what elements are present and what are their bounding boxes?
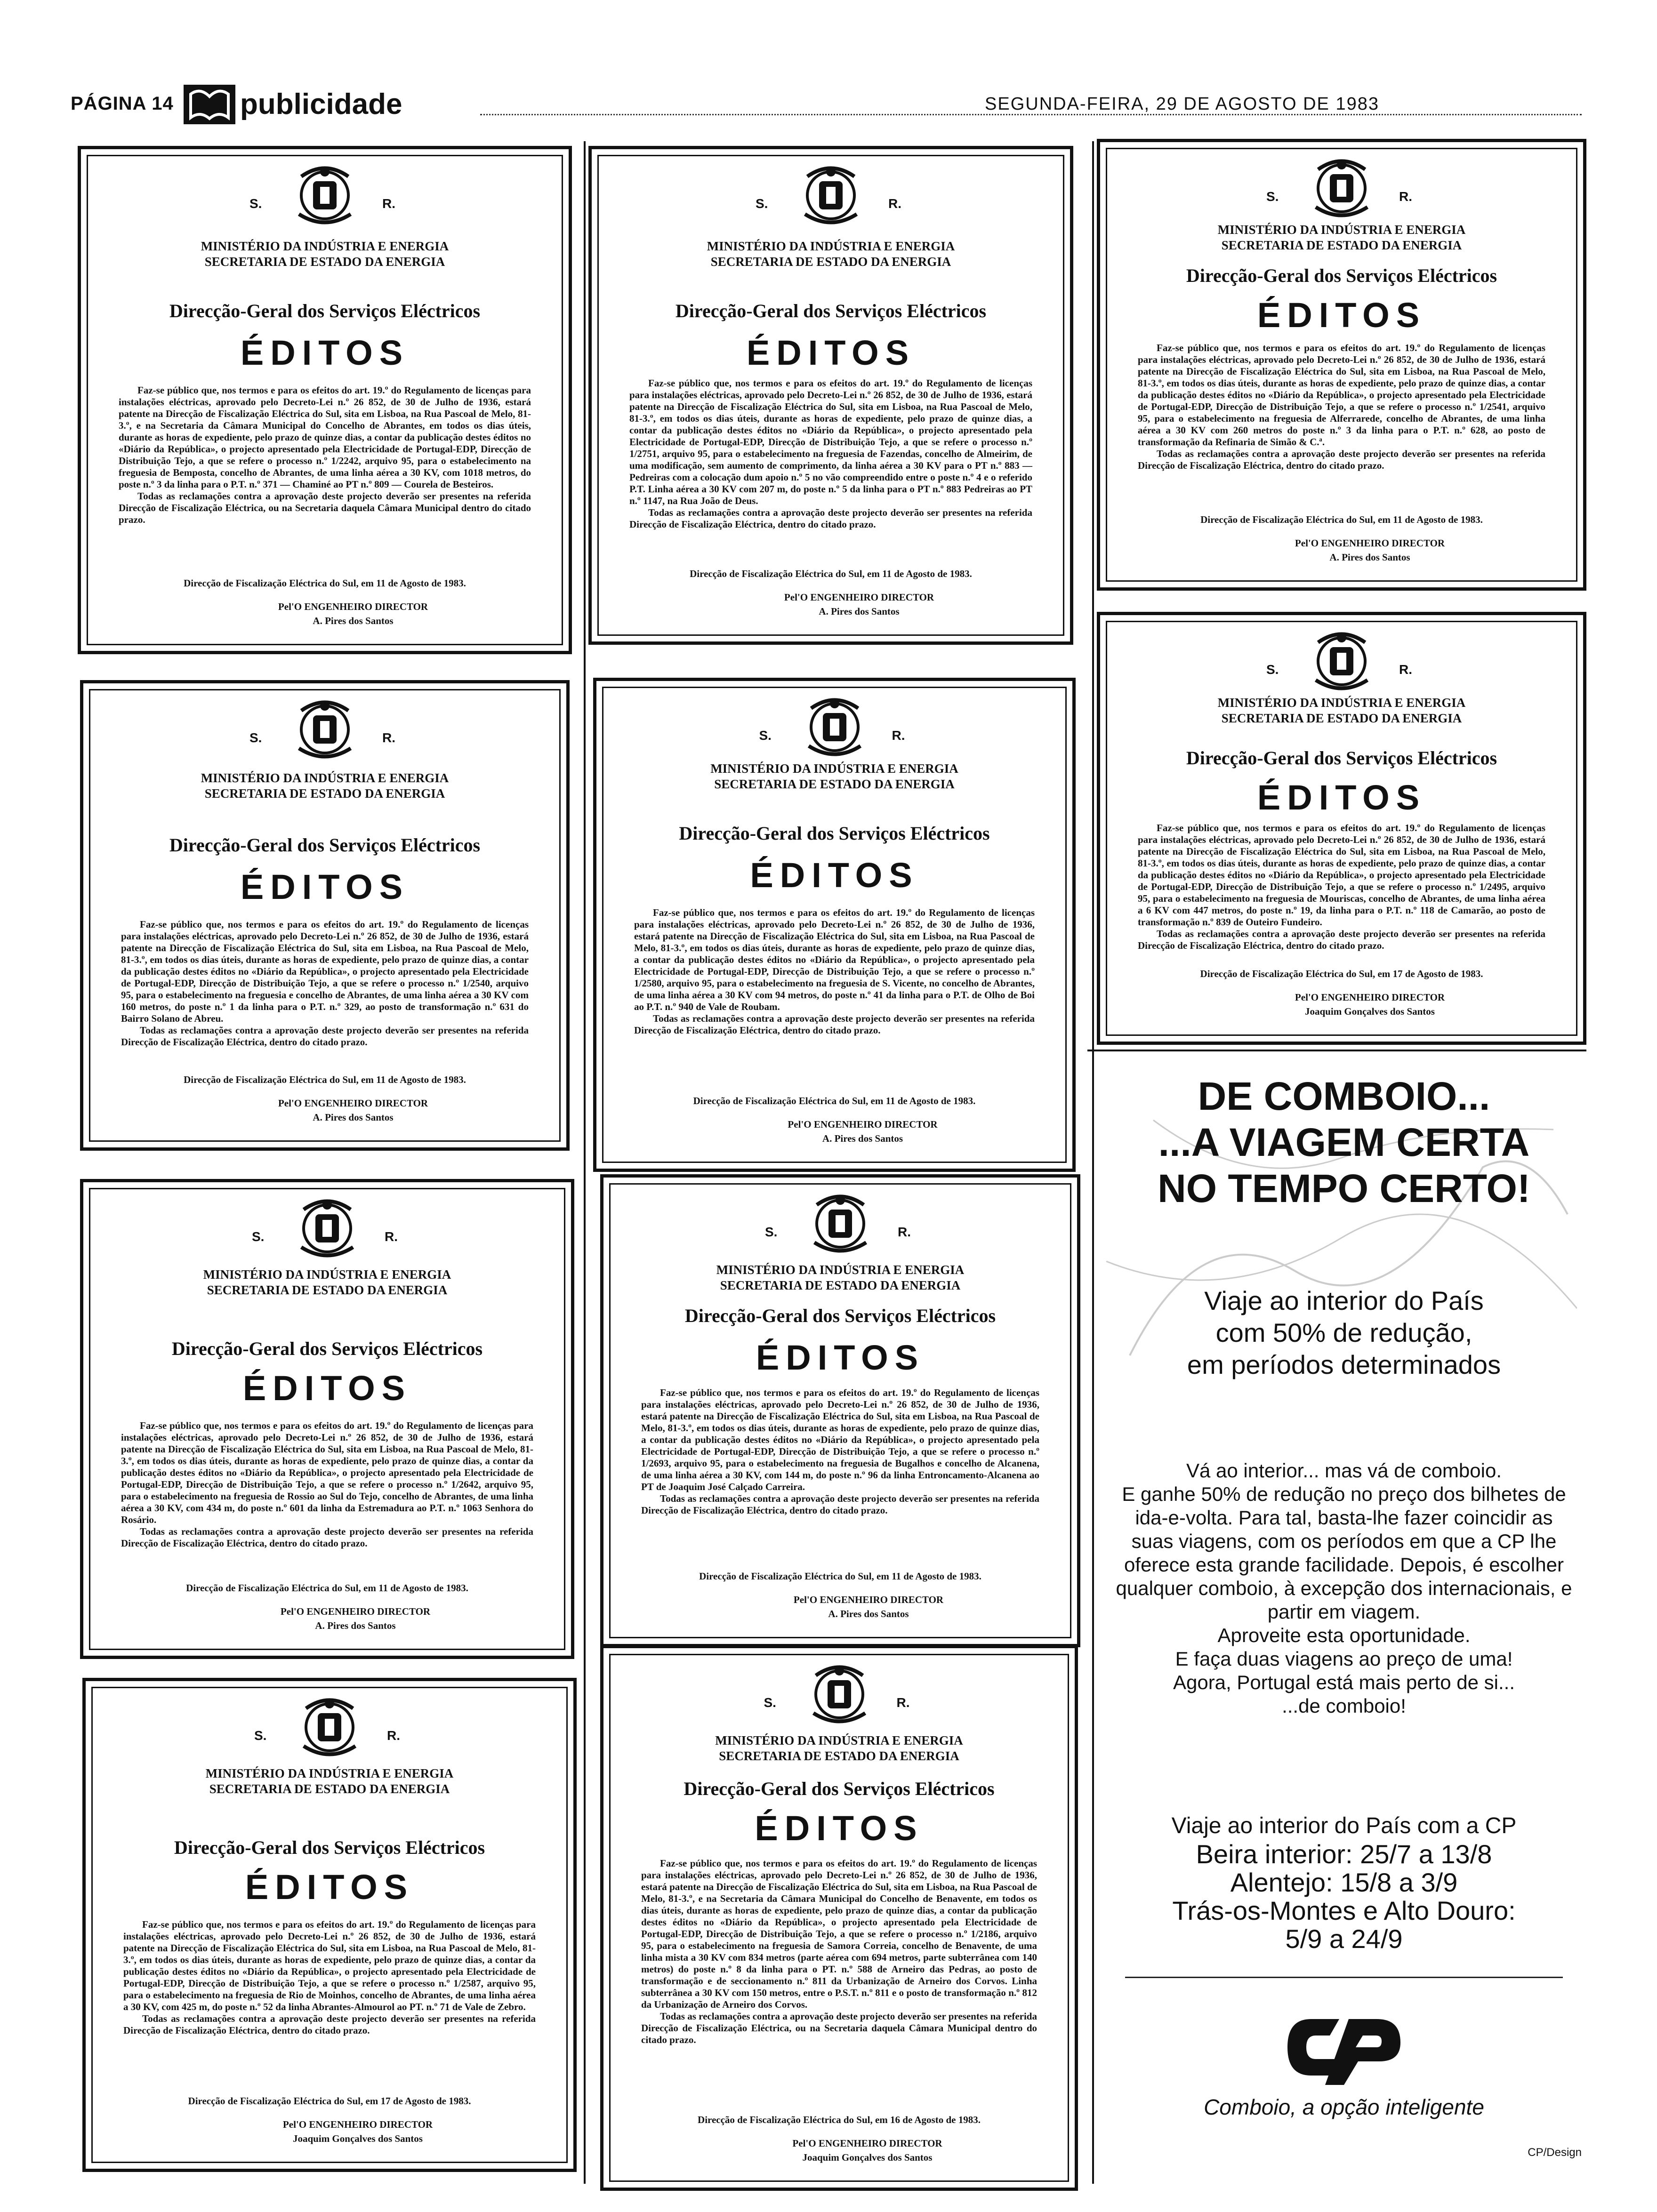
coat-of-arms-icon [1309,155,1375,221]
edict-notice [600,1645,1078,2191]
directorate-heading: Direcção-Geral dos Serviços Eléctricos [684,1305,996,1326]
notice-date: Direcção de Fiscalização Eléctrica do Sul, em 11 de Agosto de 1983. [690,568,972,579]
ministry-line2: SECRETARIA DE ESTADO DA ENERGIA [204,786,445,801]
crest-letter-s: S. [1266,189,1279,204]
coat-of-arms [252,1195,402,1261]
edict-notice [78,146,572,654]
ministry-heading [81,239,569,270]
signature-title: Pel'O ENGENHEIRO DIRECTOR [792,2138,942,2149]
coat-of-arms-icon [807,1191,873,1257]
column-divider [584,141,586,2184]
cp-headline-line3: NO TEMPO CERTO! [1158,1166,1530,1210]
signature-title: Pel'O ENGENHEIRO DIRECTOR [1295,537,1445,549]
edict-notice [593,678,1076,1172]
directorate-heading: Direcção-Geral dos Serviços Eléctricos [675,300,987,321]
notice-paragraph: Faz-se público que, nos termos e para os efeitos do art. 19.º do Regulamento de licenças para instalações eléctricas, aprovado pelo Decreto-Lei n.º 26 852, de 30 de Julho de 1936, estará patente na Direcção de Fiscalização Eléctrica do Sul, sita em Lisboa, na Rua Pascoal de Melo, 81-3.º, e na Secretaria da Câmara Municipal do Concelho de Benavente, em todos os dias úteis, durante as horas de expediente, pelo prazo de quinze dias, a contar da publicação destes éditos no «Diário da República», o projecto apresentado pela Electricidade de Portugal-EDP, Direcção de Distribuição Tejo, a que se refere o processo n.º 1/2186, arquivo 95, para o estabelecimento na freguesia de Samora Correia, concelho de Benavente, de uma linha mista a 30 KV com 834 metros (parte aérea com 694 metros, parte subterrânea com 140 metros) do poste n.º 8 da linha para o PT. n.º 588 de Arneiro das Pedras, ao posto de transformação e de seccionamento n.º 811 da Urbanização de Arneiro dos Corvos. Linha subterrânea a 30 KV com 150 metros, entre o P.S.T. n.º 811 e o posto de transformação n.º 812 da Urbanização de Arneiro dos Corvos. [641,1858,1037,2010]
ministry-line1: MINISTÉRIO DA INDÚSTRIA E ENERGIA [1217,223,1466,237]
cp-divider [1125,1977,1563,1978]
notice-body [629,377,1032,530]
crest-letter-r: R. [888,196,901,211]
notice-paragraph: Faz-se público que, nos termos e para os efeitos do art. 19.º do Regulamento de licenças para instalações eléctricas, aprovado pelo Decreto-Lei n.º 26 852, de 30 de Julho de 1936, estará patente na Direcção de Fiscalização Eléctrica do Sul, sita em Lisboa, na Rua Pascoal de Melo, 81-3.º, em todos os dias úteis, durante as horas de expediente, pelo prazo de quinze dias, a contar da publicação destes éditos no «Diário da República», o projecto apresentado pela Electricidade de Portugal-EDP, Direcção de Distribuição Tejo, a que se refere o processo n.º 1/2751, arquivo 95, para o estabelecimento na freguesia de Fazendas, concelho de Almeirim, de uma modificação, sem aumento de comprimento, da linha aérea a 30 KV para o PT n.º 883 — Pedreiras com a colocação dum apoio n.º 5 no vão compreendido entre o poste n.º 4 e o referido P.T. Linha aérea a 30 KV com 207 m, do poste n.º 5 da linha para o PT n.º 883 Pedreiras ao PT n.º 1147, na Rua João de Deus. [629,377,1032,506]
signature-title: Pel'O ENGENHEIRO DIRECTOR [278,1098,428,1109]
ministry-line2: SECRETARIA DE ESTADO DA ENERGIA [710,255,951,269]
cp-body-text [1116,1459,1572,1718]
ministry-heading [592,239,1070,270]
directorate-heading: Direcção-Geral dos Serviços Eléctricos [169,300,481,321]
coat-of-arms-icon [1309,628,1375,694]
notice-title: ÉDITOS [1257,296,1426,335]
signature-title: Pel'O ENGENHEIRO DIRECTOR [1295,992,1445,1003]
notice-body [641,1387,1039,1516]
crest-letter-r: R. [896,1695,910,1710]
ministry-heading [596,761,1072,792]
cp-body-line: Vá ao interior... mas vá de comboio. [1186,1459,1502,1482]
ministry-line2: SECRETARIA DE ESTADO DA ENERGIA [1221,711,1462,725]
ministry-line1: MINISTÉRIO DA INDÚSTRIA E ENERGIA [715,1733,963,1747]
signature-name: A. Pires dos Santos [313,615,394,626]
coat-of-arms [1266,155,1417,221]
cp-sub-line2: com 50% de redução, [1215,1318,1472,1347]
notice-paragraph: Todas as reclamações contra a aprovação deste projecto deverão ser presentes na referida Direcção de Fiscalização Eléctrica, dentro do citado prazo. [629,507,1032,530]
coat-of-arms [249,162,400,228]
signature-name: A. Pires dos Santos [315,1620,396,1631]
section-title: publicidade [240,88,402,120]
coat-of-arms-icon [297,1694,362,1760]
cp-schedule [1106,1812,1582,1953]
notice-body [1138,822,1545,952]
notice-body [1138,342,1545,472]
coat-of-arms [249,697,400,762]
notice-date: Direcção de Fiscalização Eléctrica do Sul, em 11 de Agosto de 1983. [184,577,466,589]
notice-date: Direcção de Fiscalização Eléctrica do Sul, em 17 de Agosto de 1983. [1200,968,1483,979]
notice-title: ÉDITOS [1257,778,1426,817]
crest-letter-s: S. [756,196,768,211]
cp-headline-line2: ...A VIAGEM CERTA [1158,1120,1530,1164]
ministry-heading [83,1267,571,1298]
newspaper-logo-icon [184,85,235,124]
notice-paragraph: Faz-se público que, nos termos e para os efeitos do art. 19.º do Regulamento de licenças para instalações eléctricas, aprovado pelo Decreto-Lei n.º 26 852, de 30 de Julho de 1936, estará patente na Direcção de Fiscalização Eléctrica do Sul, sita em Lisboa, na Rua Pascoal de Melo, 81-3.º, em todos os dias úteis, durante as horas de expediente, pelo prazo de quinze dias, a contar da publicação destes éditos no «Diário da República», o projecto apresentado pela Electricidade de Portugal-EDP, Direcção de Distribuição Tejo, a que se refere o processo n.º 1/2541, arquivo 95, para o estabelecimento na freguesia de Alferrarede, concelho de Abrantes, de uma linha aérea a 30 KV com 260 metros do poste n.º 3 da linha para o P.T. n.º 628, ao posto de transformação da Refinaria de Simão & C.ª. [1138,342,1545,448]
crest-letter-s: S. [249,196,262,211]
notice-paragraph: Faz-se público que, nos termos e para os efeitos do art. 19.º do Regulamento de licenças para instalações eléctricas, aprovado pelo Decreto-Lei n.º 26 852, de 30 de Julho de 1936, estará patente na Direcção de Fiscalização Eléctrica do Sul, sita em Lisboa, na Rua Pascoal de Melo, 81-3.º, em todos os dias úteis, durante as horas de expediente, pelo prazo de quinze dias, a contar da publicação destes éditos no «Diário da República», o projecto apresentado pela Electricidade de Portugal-EDP, Direcção de Distribuição Tejo, a que se refere o processo n.º 1/2587, arquivo 95, para o estabelecimento na freguesia de Rio de Moinhos, concelho de Abrantes, de uma linha aérea a 30 KV, com 425 m, do poste n.º 52 da linha Abrantes-Almourol ao PT. n.º 71 de Vale de Zebro. [123,1919,536,2012]
cp-sub-line3: em períodos determinados [1187,1350,1501,1379]
directorate-heading: Direcção-Geral dos Serviços Eléctricos [171,1338,483,1359]
edict-notice [82,1678,577,2172]
signature-name: A. Pires dos Santos [822,1133,903,1144]
signature-title: Pel'O ENGENHEIRO DIRECTOR [280,1606,431,1617]
notice-title: ÉDITOS [240,867,410,906]
issue-date: SEGUNDA-FEIRA, 29 DE AGOSTO DE 1983 [985,94,1379,114]
cp-schedule-item: Trás-os-Montes e Alto Douro: [1172,1896,1516,1925]
signature-name: A. Pires dos Santos [1329,552,1410,563]
cp-ad-top-rule [1087,1050,1586,1051]
notice-title: ÉDITOS [242,1369,412,1408]
notice-paragraph: Faz-se público que, nos termos e para os efeitos do art. 19.º do Regulamento de licenças para instalações eléctricas, aprovado pelo Decreto-Lei n.º 26 852, de 30 de Julho de 1936, estará patente na Direcção de Fiscalização Eléctrica do Sul, sita em Lisboa, na Rua Pascoal de Melo, 81-3.º, em todos os dias úteis, durante as horas de expediente, pelo prazo de quinze dias, a contar da publicação destes éditos no «Diário da República», o projecto apresentado pela Electricidade de Portugal-EDP, Direcção de Distribuição Tejo, a que se refere o processo n.º 1/2580, arquivo 95, para o estabelecimento na freguesia de S. Vicente, no concelho de Abrantes, de uma linha aérea a 30 KV com 94 metros, do poste n.º 41 da linha para o P.T. de Olho de Boi ao P.T. n.º 940 de Vale de Roubam. [634,907,1035,1012]
notice-paragraph: Todas as reclamações contra a aprovação deste projecto deverão ser presentes na referida Direcção de Fiscalização Eléctrica, ou na Secretaria daquela Câmara Municipal dentro do citado prazo. [119,490,531,525]
coat-of-arms-icon [798,162,864,228]
ministry-line1: MINISTÉRIO DA INDÚSTRIA E ENERGIA [205,1766,454,1780]
cp-headline [1106,1073,1582,1211]
notice-date: Direcção de Fiscalização Eléctrica do Sul, em 11 de Agosto de 1983. [693,1095,976,1106]
directorate-heading: Direcção-Geral dos Serviços Eléctricos [679,823,990,844]
cp-body-paragraph: E ganhe 50% de redução no preço dos bilhetes de ida-e-volta. Para tal, basta-lhe fazer coincidir as suas viagens, com os períodos em que a CP lhe oferece esta grande facilidade. Depois, é escolher qualquer comboio, à excepção dos internacionais, e partir em viagem. [1116,1483,1572,1623]
coat-of-arms-icon [292,162,358,228]
directorate-heading: Direcção-Geral dos Serviços Eléctricos [174,1837,485,1858]
coat-of-arms [764,1661,915,1727]
notice-body [121,1420,533,1549]
signature-name: A. Pires dos Santos [828,1608,909,1619]
notice-title: ÉDITOS [240,333,410,372]
coat-of-arms [254,1694,405,1760]
notice-paragraph: Faz-se público que, nos termos e para os efeitos do art. 19.º do Regulamento de licenças para instalações eléctricas, aprovado pelo Decreto-Lei n.º 26 852, de 30 de Julho de 1936, estará patente na Direcção de Fiscalização Eléctrica do Sul, sita em Lisboa, na Rua Pascoal de Melo, 81-3.º, e na Secretaria da Câmara Municipal do Concelho de Abrantes, em todos os dias úteis, durante as horas de expediente, pelo prazo de quinze dias, a contar da publicação destes éditos no «Diário da República», o projecto apresentado pela Electricidade de Portugal-EDP, Direcção de Distribuição Tejo, a que se refere o processo n.º 1/2242, arquivo 95, para o estabelecimento na freguesia de Bemposta, concelho de Abrantes, de uma linha aérea a 30 KV, com 1018 metros, do poste n.º 3 da linha para o P.T. n.º 371 — Chaminé ao PT n.º 809 — Courela de Besteiros. [119,385,531,490]
crest-letter-s: S. [254,1728,267,1743]
notice-title: ÉDITOS [750,856,919,895]
notice-date: Direcção de Fiscalização Eléctrica do Sul, em 11 de Agosto de 1983. [1200,514,1483,525]
cp-logo-icon [1283,2010,1405,2085]
coat-of-arms [1266,628,1417,694]
cp-schedule-item: 5/9 a 24/9 [1285,1924,1403,1954]
edict-notice [1097,612,1586,1045]
cp-slogan: Comboio, a opção inteligente [1204,2095,1484,2119]
coat-of-arms-icon [294,1195,360,1261]
crest-letter-s: S. [249,730,262,745]
signature-title: Pel'O ENGENHEIRO DIRECTOR [282,2119,433,2130]
ministry-line2: SECRETARIA DE ESTADO DA ENERGIA [209,1782,450,1796]
crest-letter-r: R. [385,1229,398,1244]
column-divider [1092,141,1094,2184]
crest-letter-r: R. [387,1728,400,1743]
notice-paragraph: Todas as reclamações contra a aprovação deste projecto deverão ser presentes na referida Direcção de Fiscalização Eléctrica, dentro do citado prazo. [123,2013,536,2036]
notice-paragraph: Faz-se público que, nos termos e para os efeitos do art. 19.º do Regulamento de licenças para instalações eléctricas, aprovado pelo Decreto-Lei n.º 26 852, de 30 de Julho de 1936, estará patente na Direcção de Fiscalização Eléctrica do Sul, sita em Lisboa, na Rua Pascoal de Melo, 81-3.º, em todos os dias úteis, durante as horas de expediente, pelo prazo de quinze dias, a contar da publicação destes éditos no «Diário da República», o projecto apresentado pela Electricidade de Portugal-EDP, Direcção de Distribuição Tejo, a que se refere o processo n.º 1/2693, arquivo 95, para o estabelecimento na freguesia de Bugalhos e concelho de Alcanena, de uma linha aérea a 30 KV, com 144 m, do poste n.º 96 da linha Entroncamento-Alcanena ao PT de Joaquim José Calçado Carreira. [641,1387,1039,1492]
crest-letter-r: R. [1399,662,1412,677]
cp-body-line: Aproveite esta oportunidade. [1217,1624,1471,1646]
coat-of-arms [765,1191,916,1257]
directorate-heading: Direcção-Geral dos Serviços Eléctricos [684,1778,995,1799]
ministry-line1: MINISTÉRIO DA INDÚSTRIA E ENERGIA [707,239,955,253]
crest-letter-r: R. [382,730,395,745]
directorate-heading: Direcção-Geral dos Serviços Eléctricos [1186,747,1497,769]
ministry-heading [603,1733,1075,1764]
ministry-line2: SECRETARIA DE ESTADO DA ENERGIA [714,777,955,791]
crest-letter-s: S. [252,1229,265,1244]
ministry-line2: SECRETARIA DE ESTADO DA ENERGIA [719,1749,959,1763]
page-number: PÁGINA 14 [71,93,174,114]
ministry-heading [1100,222,1583,253]
signature-name: A. Pires dos Santos [819,606,900,617]
notice-date: Direcção de Fiscalização Eléctrica do Sul, em 11 de Agosto de 1983. [699,1571,981,1582]
signature-name: Joaquim Gonçalves dos Santos [293,2133,423,2144]
notice-body [634,907,1035,1036]
cp-schedule-title: Viaje ao interior do País com a CP [1171,1813,1517,1838]
ministry-heading [603,1262,1077,1293]
edict-notice [600,1174,1080,1647]
crest-letter-s: S. [765,1225,778,1239]
notice-paragraph: Todas as reclamações contra a aprovação deste projecto deverão ser presentes na referida Direcção de Fiscalização Eléctrica, dentro do citado prazo. [634,1013,1035,1036]
cp-body-line: E faça duas viagens ao preço de uma! [1175,1648,1513,1670]
notice-body [123,1919,536,2036]
crest-letter-r: R. [382,196,395,211]
signature-title: Pel'O ENGENHEIRO DIRECTOR [784,592,934,603]
notice-paragraph: Faz-se público que, nos termos e para os efeitos do art. 19.º do Regulamento de licenças para instalações eléctricas, aprovado pelo Decreto-Lei n.º 26 852, de 30 de Julho de 1936, estará patente na Direcção de Fiscalização Eléctrica do Sul, sita em Lisboa, na Rua Pascoal de Melo, 81-3.º, em todos os dias úteis, durante as horas de expediente, pelo prazo de quinze dias, a contar da publicação destes éditos no «Diário da República», o projecto apresentado pela Electricidade de Portugal-EDP, Direcção de Distribuição Tejo, a que se refere o processo n.º 1/2495, arquivo 95, para o estabelecimento na freguesia de Mouriscas, concelho de Abrantes, de uma linha aérea a 6 KV com 447 metros, do poste n.º 19, da linha para o P.T. n.º 118 de Camarão, ao posto de transformação n.º 839 de Outeiro Fundeiro. [1138,822,1545,928]
ministry-line2: SECRETARIA DE ESTADO DA ENERGIA [720,1278,961,1292]
ministry-line1: MINISTÉRIO DA INDÚSTRIA E ENERGIA [1217,696,1466,710]
edict-notice [80,680,570,1151]
cp-headline-line1: DE COMBOIO... [1198,1074,1490,1118]
notice-body [121,919,529,1048]
ministry-line1: MINISTÉRIO DA INDÚSTRIA E ENERGIA [203,1267,451,1282]
notice-title: ÉDITOS [756,1338,925,1377]
edict-notice [80,1179,574,1659]
coat-of-arms [759,694,910,760]
notice-body [641,1858,1037,2046]
coat-of-arms-icon [292,697,358,762]
crest-letter-s: S. [759,728,772,743]
cp-design-credit: CP/Design [1528,2146,1582,2159]
notice-paragraph: Todas as reclamações contra a aprovação deste projecto deverão ser presentes na referida Direcção de Fiscalização Eléctrica, ou na Secretaria daquela Câmara Municipal dentro do citado prazo. [641,2011,1037,2045]
crest-letter-r: R. [1399,189,1412,204]
ministry-line2: SECRETARIA DE ESTADO DA ENERGIA [1221,238,1462,252]
notice-date: Direcção de Fiscalização Eléctrica do Sul, em 16 de Agosto de 1983. [698,2114,981,2125]
notice-paragraph: Faz-se público que, nos termos e para os efeitos do art. 19.º do Regulamento de licenças para instalações eléctricas, aprovado pelo Decreto-Lei n.º 26 852, de 30 de Julho de 1936, estará patente na Direcção de Fiscalização Eléctrica do Sul, sita em Lisboa, na Rua Pascoal de Melo, 81-3.º, em todos os dias úteis, durante as horas de expediente, pelo prazo de quinze dias, a contar da publicação destes éditos no «Diário da República», o projecto apresentado pela Electricidade de Portugal-EDP, Direcção de Distribuição Tejo, a que se refere o processo n.º 1/2642, arquivo 95, para o estabelecimento na freguesia de Rossio ao Sul do Tejo, concelho de Abrantes, de uma linha aérea a 30 KV, com 434 m, do poste n.º 601 da linha da Estremadura ao P.T. n.º 1063 Senhora do Rosário. [121,1420,533,1525]
cp-advertisement [1106,1054,1582,2193]
ministry-heading [86,1766,573,1797]
signature-name: A. Pires dos Santos [313,1112,394,1123]
notice-title: ÉDITOS [755,1809,924,1848]
crest-letter-r: R. [892,728,905,743]
notice-paragraph: Todas as reclamações contra a aprovação deste projecto deverão ser presentes na referida Direcção de Fiscalização Eléctrica, dentro do citado prazo. [641,1493,1039,1516]
ministry-line2: SECRETARIA DE ESTADO DA ENERGIA [207,1283,448,1297]
notice-paragraph: Todas as reclamações contra a aprovação deste projecto deverão ser presentes na referida Direcção de Fiscalização Eléctrica, dentro do citado prazo. [121,1526,533,1549]
ministry-line1: MINISTÉRIO DA INDÚSTRIA E ENERGIA [716,1263,965,1277]
directorate-heading: Direcção-Geral dos Serviços Eléctricos [169,834,481,856]
cp-schedule-item: Alentejo: 15/8 a 3/9 [1230,1867,1458,1897]
notice-date: Direcção de Fiscalização Eléctrica do Sul, em 11 de Agosto de 1983. [186,1582,468,1594]
notice-body [119,385,531,526]
signature-name: Joaquim Gonçalves dos Santos [1305,1006,1435,1017]
ministry-line1: MINISTÉRIO DA INDÚSTRIA E ENERGIA [201,239,449,253]
cp-schedule-item: Beira interior: 25/7 a 13/8 [1196,1839,1492,1869]
ministry-line2: SECRETARIA DE ESTADO DA ENERGIA [204,255,445,269]
notice-paragraph: Todas as reclamações contra a aprovação deste projecto deverão ser presentes na referida Direcção de Fiscalização Eléctrica, dentro do citado prazo. [121,1025,529,1048]
page-header [71,85,1582,125]
notice-title: ÉDITOS [746,333,916,372]
notice-paragraph: Faz-se público que, nos termos e para os efeitos do art. 19.º do Regulamento de licenças para instalações eléctricas, aprovado pelo Decreto-Lei n.º 26 852, de 30 de Julho de 1936, estará patente na Direcção de Fiscalização Eléctrica do Sul, sita em Lisboa, na Rua Pascoal de Melo, 81-3.º, em todos os dias úteis, durante as horas de expediente, pelo prazo de quinze dias, a contar da publicação destes éditos no «Diário da República», o projecto apresentado pela Electricidade de Portugal-EDP, Direcção de Distribuição Tejo, a que se refere o processo n.º 1/2540, arquivo 95, para o estabelecimento na freguesia e concelho de Abrantes, de uma linha aérea a 30 KV com 160 metros, do poste n.º 1 da linha para o P.T. n.º 329, ao posto de transformação n.º 631 do Bairro Solano de Abreu. [121,919,529,1024]
notice-date: Direcção de Fiscalização Eléctrica do Sul, em 11 de Agosto de 1983. [184,1074,466,1085]
crest-letter-s: S. [764,1695,776,1710]
crest-letter-r: R. [898,1225,911,1239]
signature-name: Joaquim Gonçalves dos Santos [802,2152,933,2163]
notice-paragraph: Todas as reclamações contra a aprovação deste projecto deverão ser presentes na referida Direcção de Fiscalização Eléctrica, dentro do citado prazo. [1138,448,1545,471]
notice-date: Direcção de Fiscalização Eléctrica do Sul, em 17 de Agosto de 1983. [188,2095,471,2107]
cp-sub-line1: Viaje ao interior do País [1204,1286,1484,1315]
coat-of-arms-icon [806,1661,872,1727]
cp-subheadline [1106,1285,1582,1381]
ministry-line1: MINISTÉRIO DA INDÚSTRIA E ENERGIA [201,771,449,785]
signature-title: Pel'O ENGENHEIRO DIRECTOR [278,601,428,612]
coat-of-arms-icon [802,694,868,760]
ministry-heading [83,770,566,801]
coat-of-arms [756,162,906,228]
notice-title: ÉDITOS [245,1867,414,1907]
edict-notice [588,146,1073,645]
ministry-line1: MINISTÉRIO DA INDÚSTRIA E ENERGIA [710,761,958,776]
cp-body-line: ...de comboio! [1282,1695,1406,1717]
signature-title: Pel'O ENGENHEIRO DIRECTOR [793,1594,944,1605]
crest-letter-s: S. [1266,662,1279,677]
notice-paragraph: Todas as reclamações contra a aprovação deste projecto deverão ser presentes na referida Direcção de Fiscalização Eléctrica, dentro do citado prazo. [1138,928,1545,951]
signature-title: Pel'O ENGENHEIRO DIRECTOR [788,1119,938,1130]
cp-body-line: Agora, Portugal está mais perto de si... [1173,1671,1515,1693]
ministry-heading [1100,695,1583,726]
directorate-heading: Direcção-Geral dos Serviços Eléctricos [1186,265,1497,286]
edict-notice [1097,139,1586,591]
